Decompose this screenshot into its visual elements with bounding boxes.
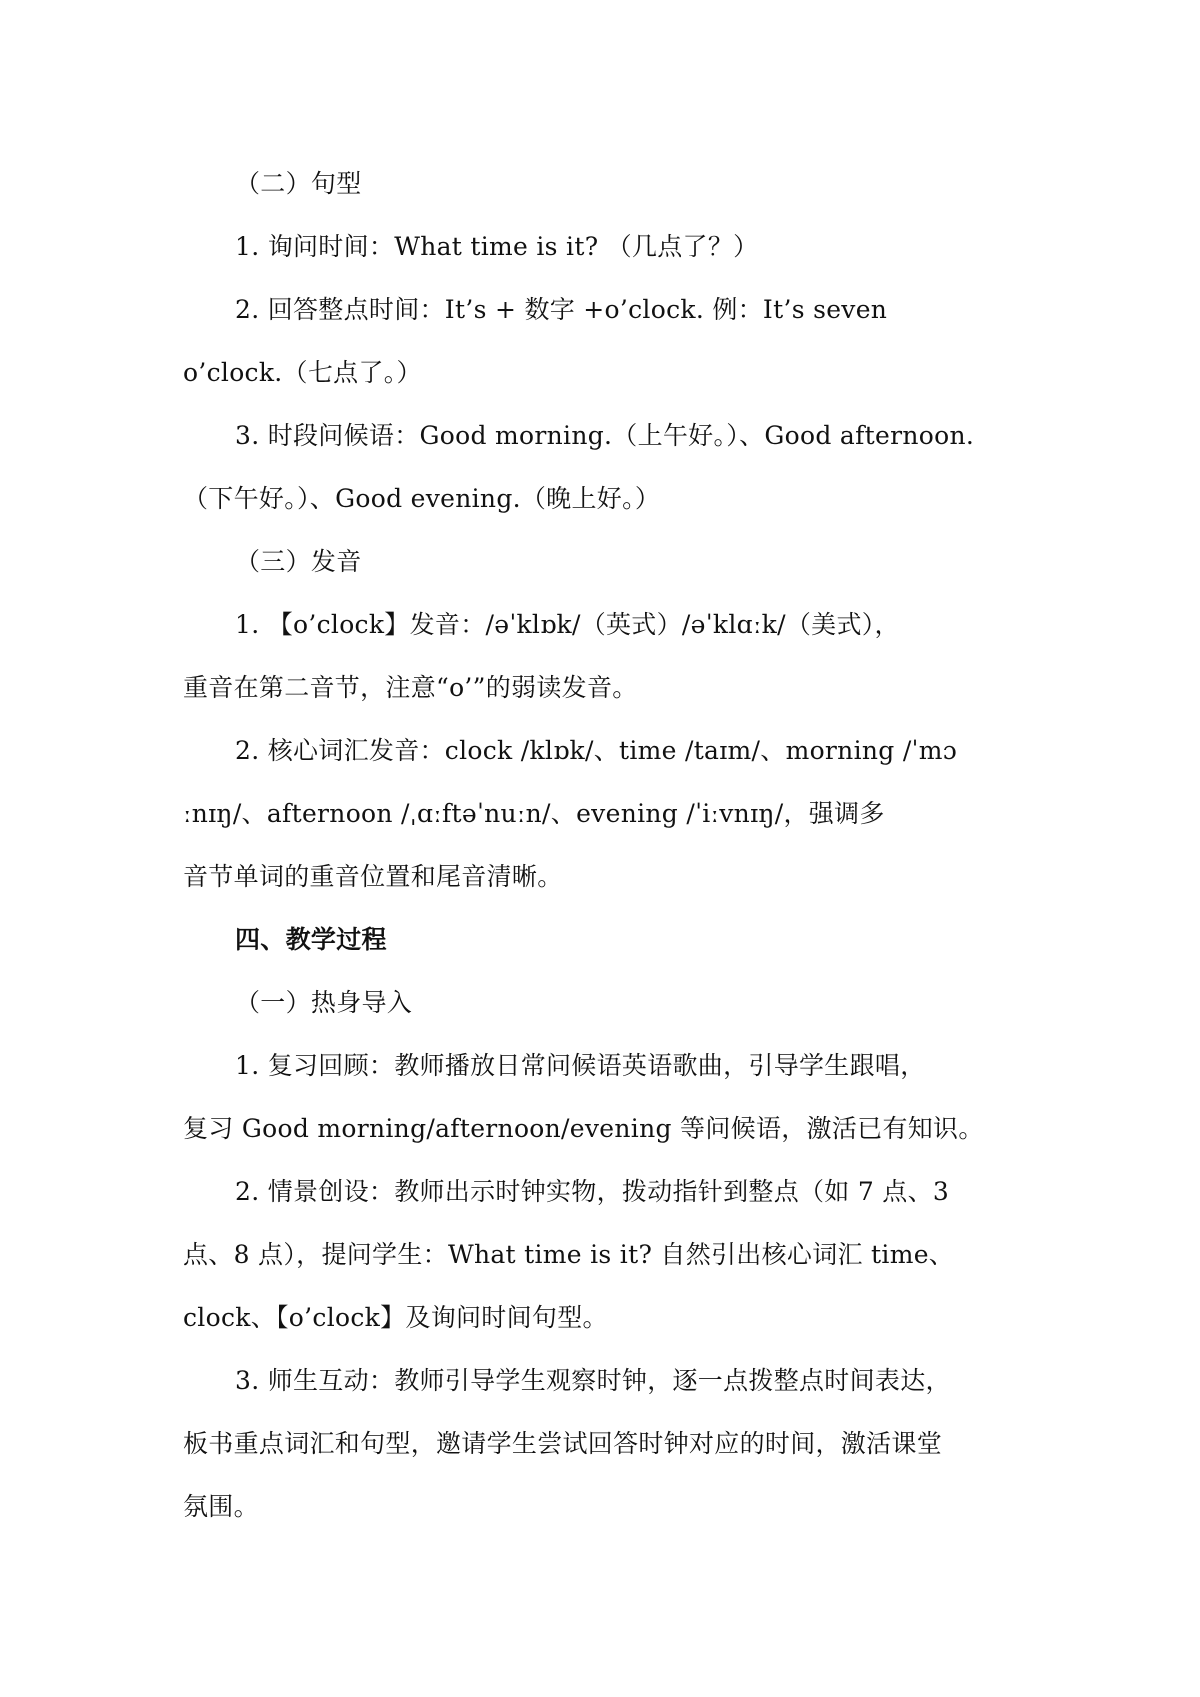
paragraph-line: 复习 Good morning/afternoon/evening 等问候语，激活已有知识。 [183,1114,984,1143]
paragraph-line: 3. 师生互动：教师引导学生观察时钟，逐一点拨整点时间表达， [235,1366,951,1395]
paragraph-line: clock、【o’clock】及询问时间句型。 [183,1303,608,1332]
paragraph-line: o’clock.（七点了。） [183,358,422,387]
document-page [183,152,1025,1538]
paragraph-line: （下午好。）、Good evening.（晚上好。） [183,484,661,513]
paragraph-line: 2. 核心词汇发音：clock /klɒk/、time /taɪm/、morning /ˈmɔ [235,736,958,765]
paragraph-line: 2. 情景创设：教师出示时钟实物，拨动指针到整点（如 7 点、3 [235,1177,950,1206]
paragraph-line: 1. 复习回顾：教师播放日常问候语英语歌曲，引导学生跟唱， [235,1051,926,1080]
subsection-heading-sentence-patterns: （二）句型 [235,169,362,198]
paragraph-line: 2. 回答整点时间：It’s + 数字 +o’clock. 例：It’s seven [235,295,888,324]
subsection-heading-warm-up: （一）热身导入 [235,988,413,1017]
paragraph-line: 氛围。 [183,1492,259,1521]
subsection-heading-pronunciation: （三）发音 [235,547,362,576]
paragraph-line: 板书重点词汇和句型，邀请学生尝试回答时钟对应的时间，激活课堂 [183,1429,943,1458]
paragraph-line: ːnɪŋ/、afternoon /ˌɑːftəˈnuːn/、evening /ˈiːvnɪŋ/，强调多 [183,799,885,828]
paragraph-line: 1. 【o’clock】发音：/əˈklɒk/（英式）/əˈklɑːk/（美式）， [235,610,900,639]
paragraph-line: 重音在第二音节，注意“o’”的弱读发音。 [183,673,638,702]
section-heading-teaching-process: 四、教学过程 [235,925,387,954]
paragraph-line: 点、8 点），提问学生：What time is it? 自然引出核心词汇 time、 [183,1240,955,1269]
paragraph-line: 3. 时段问候语：Good morning.（上午好。）、Good afternoon. [235,421,975,450]
paragraph-line: 音节单词的重音位置和尾音清晰。 [183,862,563,891]
paragraph-line: 1. 询问时间：What time is it? （几点了？） [235,232,759,261]
